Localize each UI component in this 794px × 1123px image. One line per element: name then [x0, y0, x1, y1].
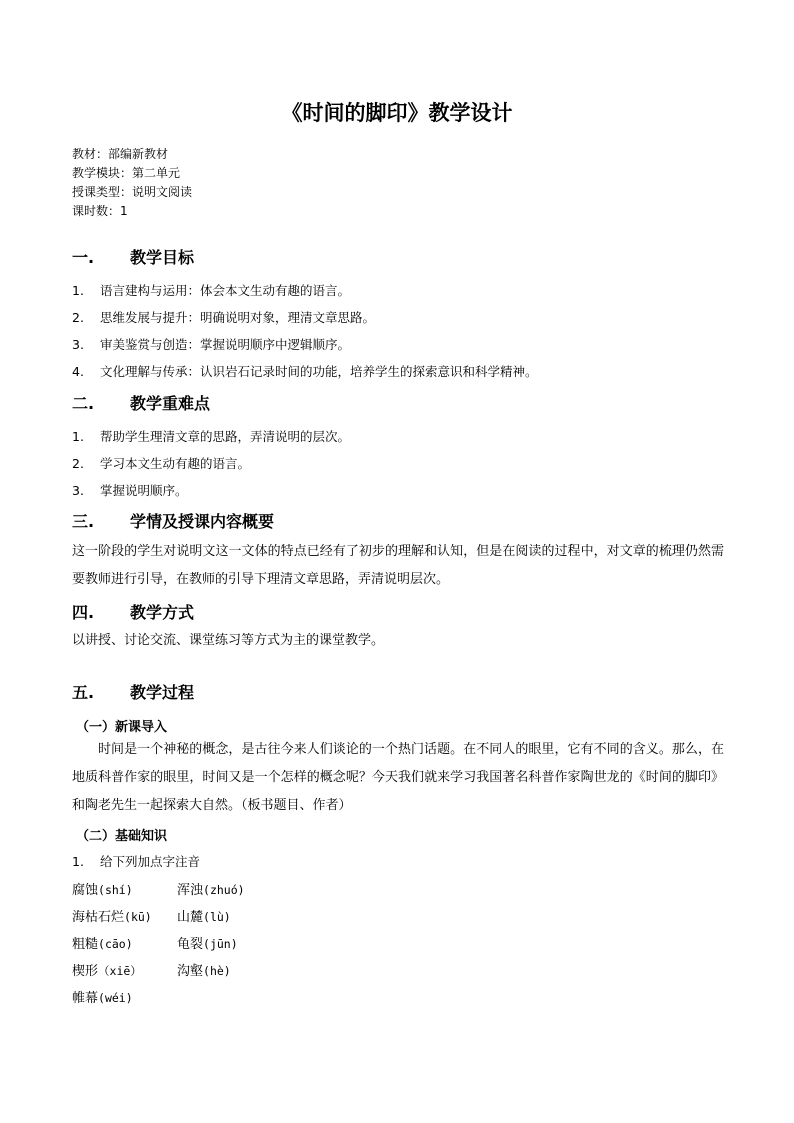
list-item: 3. 审美鉴赏与创造：掌握说明顺序中逻辑顺序。	[72, 337, 351, 352]
list-item: 3. 掌握说明顺序。	[72, 483, 188, 498]
section-number: 一.	[72, 248, 95, 267]
lesson-meta	[72, 145, 192, 221]
section-number: 二.	[72, 394, 95, 413]
pinyin-item: 腐蚀(shí)	[72, 883, 133, 898]
section-heading-method	[72, 600, 194, 623]
pinyin-item: 沟壑(hè)	[177, 964, 231, 979]
pinyin-item: 帷幕(wéi)	[72, 991, 133, 1006]
section-title: 教学重难点	[130, 394, 211, 413]
section-number: 五.	[72, 683, 95, 702]
section-title: 学情及授课内容概要	[130, 512, 275, 531]
list-item: 2. 学习本文生动有趣的语言。	[72, 456, 251, 471]
subsection-heading-basics: （二）基础知识	[76, 829, 168, 844]
pinyin-item: 粗糙(cāo)	[72, 937, 133, 952]
section-heading-key-points	[72, 391, 210, 414]
meta-hours: 课时数：1	[72, 204, 128, 218]
pinyin-item: 龟裂(jūn)	[177, 937, 238, 952]
section-title: 教学过程	[130, 683, 195, 702]
pinyin-item: 海枯石烂(kū)	[72, 910, 152, 925]
pinyin-item: 山麓(lù)	[177, 910, 231, 925]
section-heading-learner	[72, 509, 274, 532]
question-item: 1. 给下列加点字注音	[72, 854, 201, 869]
intro-paragraph: 时间是一个神秘的概念，是古往今来人们谈论的一个热门话题。在不同人的眼里，它有不同的含义。那么，在地质科普作家的眼里，时间又是一个怎样的概念呢？今天我们就来学习我国著名科普作家陶世龙的《时间的脚印》 和陶老先生一起探索大自然。（板书题目、作者）	[72, 742, 724, 813]
subsection-heading-intro: （一）新课导入	[76, 720, 168, 735]
method-paragraph: 以讲授、讨论交流、课堂练习等方式为主的课堂教学。	[72, 633, 385, 648]
section-number: 三.	[72, 512, 95, 531]
list-item: 2. 思维发展与提升：明确说明对象，理清文章思路。	[72, 310, 376, 325]
pinyin-item: 楔形（xiē）	[72, 964, 142, 979]
section-heading-process	[72, 680, 194, 703]
section-title: 教学目标	[130, 248, 195, 267]
meta-type: 授课类型：说明文阅读	[72, 185, 193, 199]
section-heading-goals	[72, 245, 194, 268]
learner-paragraph: 这一阶段的学生对说明文这一文体的特点已经有了初步的理解和认知，但是在阅读的过程中，对文章的梳理仍然需要教师进行引导，在教师的引导下理清文章思路，弄清说明层次。	[72, 544, 724, 587]
list-item: 1. 语言建构与运用：体会本文生动有趣的语言。	[72, 283, 351, 298]
meta-module: 教学模块：第二单元	[72, 166, 181, 180]
pinyin-item: 浑浊(zhuó)	[177, 883, 245, 898]
meta-textbook: 教材：部编新教材	[72, 147, 169, 161]
list-item: 4. 文化理解与传承：认识岩石记录时间的功能，培养学生的探索意识和科学精神。	[72, 364, 538, 379]
section-title: 教学方式	[130, 603, 195, 622]
document-title: 《时间的脚印》教学设计	[281, 100, 513, 125]
list-item: 1. 帮助学生理清文章的思路，弄清说明的层次。	[72, 429, 351, 444]
section-number: 四.	[72, 603, 95, 622]
